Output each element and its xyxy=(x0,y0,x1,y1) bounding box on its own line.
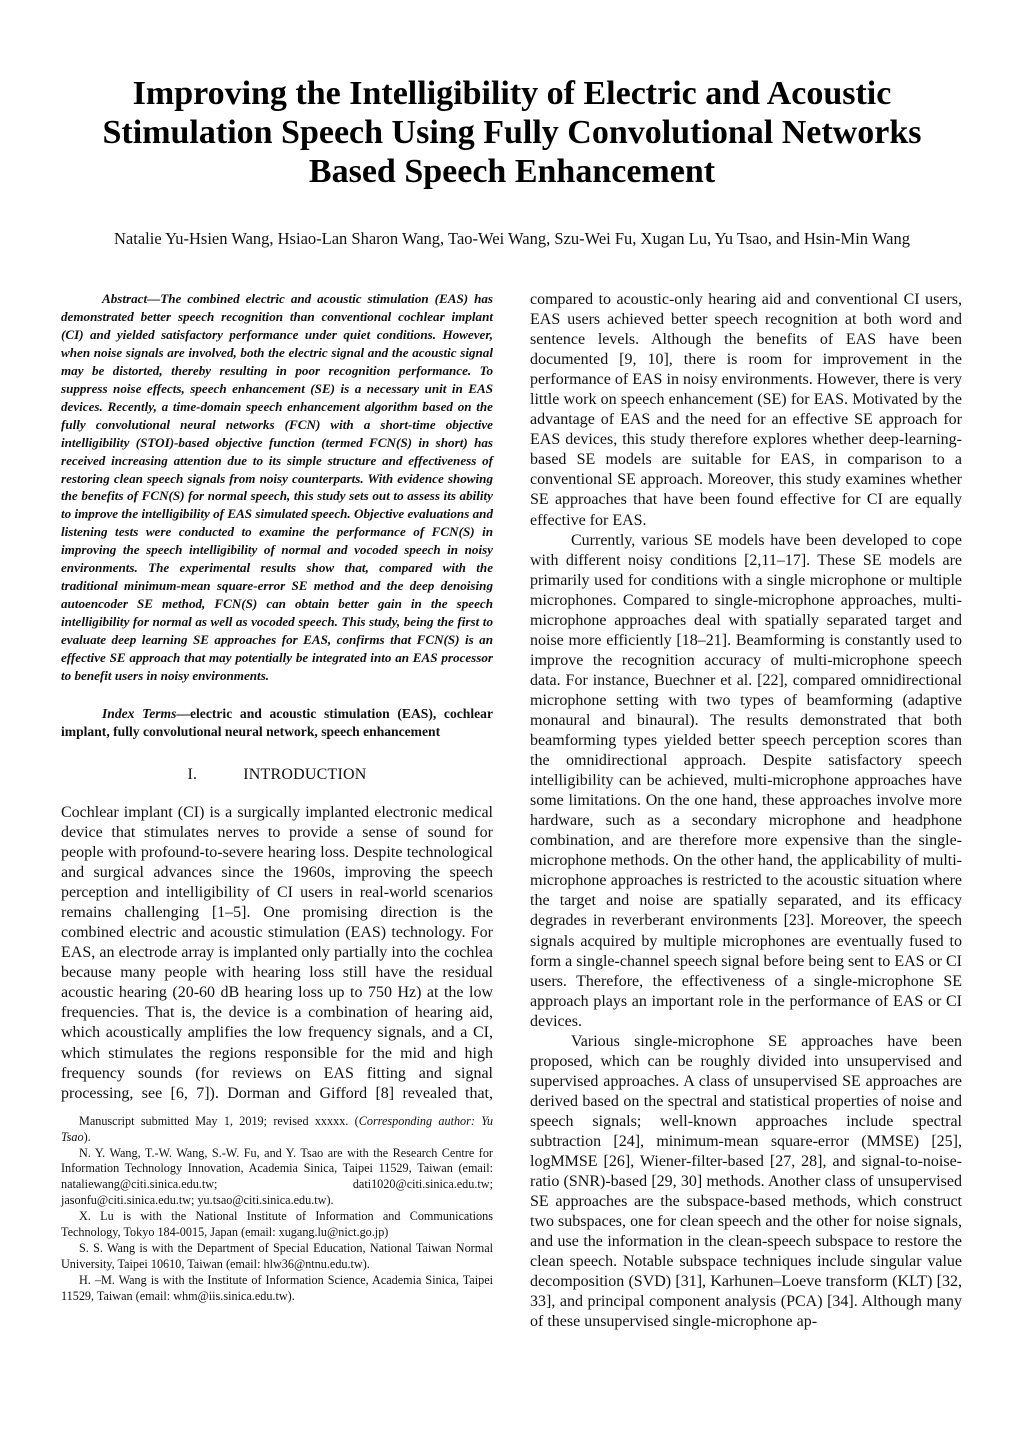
right-column xyxy=(530,290,962,1332)
intro-paragraph-1 xyxy=(61,803,493,1104)
footnote-affiliation-2: X. Lu is with the National Institute of Information and Communications Technology, Tokyo 184-0015, Japan (email: xugang.lu@nict.go.jp) xyxy=(61,1209,493,1240)
abstract: Abstract—The combined electric and acoustic stimulation (EAS) has demonstrated better speech recognition than conventional cochlear implant (CI) and yielded satisfactory performance under quiet conditions. However, when noise signals are involved, both the electric signal and the acoustic signal may be distorted, thereby resulting in poor recognition performance. To suppress noise effects, speech enhancement (SE) is a necessary unit in EAS devices. Recently, a time-domain speech enhancement algorithm based on the fully convolutional neural networks (FCN) with a short-time objective intelligibility (STOI)-based objective function (termed FCN(S) in short) has received increasing attention due to its simple structure and effectiveness of restoring clean speech signals from noisy counterparts. With evidence showing the benefits of FCN(S) for normal speech, this study sets out to assess its ability to improve the intelligibility of EAS simulated speech. Objective evaluations and listening tests were conducted to examine the performance of FCN(S) in improving the speech intelligibility of normal and vocoded speech in noisy environments. The experimental results show that, compared with the traditional minimum-mean square-error SE method and the deep denoising autoencoder SE method, FCN(S) can obtain better gain in the speech intelligibility for normal as well as vocoded speech. This study, being the first to evaluate deep learning SE approaches for EAS, confirms that FCN(S) is an effective SE approach that may potentially be integrated into an EAS processor to benefit users in noisy environments. xyxy=(61,291,493,684)
index-terms xyxy=(61,705,493,741)
footnote-submitted-text: Manuscript submitted May 1, 2019; revised xxxxx. ( xyxy=(79,1113,359,1128)
paper-title: Improving the Intelligibility of Electric and Acoustic Stimulation Speech Using Fully Convolutional Networks Based Speech Enhancement xyxy=(102,75,922,190)
intro-paragraph-3: Various single-microphone SE approaches have been proposed, which can be roughly divided into unsupervised and supervised approaches. A class of unsupervised SE approaches are derived based on the spectral and statistical properties of noise and speech signals; well-known approaches include spectral subtraction [24], minimum-mean square-error (MMSE) [25], logMMSE [26], Wiener-filter-based [27, 28], and signal-to-noise-ratio (SNR)-based [29, 30] methods. Another class of unsupervised SE approaches are the subspace-based methods, which construct two subspaces, one for clean speech and the other for noise signals, and use the information in the clean-speech subspace to restore the clean speech. Notable subspace techniques include singular value decomposition (SVD) [31], Karhunen–Loeve transform (KLT) [32, 33], and principal component analysis (PCA) [34]. Although many of these unsupervised single-microphone ap- xyxy=(530,1032,962,1331)
footnote-submitted xyxy=(61,1114,493,1146)
author-list: Natalie Yu-Hsien Wang, Hsiao-Lan Sharon Wang, Tao-Wei Wang, Szu-Wei Fu, Xugan Lu, Yu Tsao, and Hsin-Min Wang xyxy=(114,229,910,248)
left-column xyxy=(61,290,493,1305)
footnotes xyxy=(61,1114,493,1305)
footnote-affiliation-3: S. S. Wang is with the Department of Special Education, National Taiwan Normal University, Taipei 10610, Taiwan (email: hlw36@ntnu.edu.tw). xyxy=(61,1240,493,1271)
section-number: I. xyxy=(187,765,198,783)
footnote-affiliation-1: N. Y. Wang, T.-W. Wang, S.-W. Fu, and Y. Tsao are with the Research Centre for Information Technology Innovation, Academia Sinica, Taipei 11529, Taiwan (email: nataliewang@citi.sinica.edu.tw; dati1020@citi.sinica.edu.tw; jasonfu@citi.sinica.edu.tw; yu.tsao@citi.sinica.edu.tw). xyxy=(61,1145,493,1208)
footnote-corresponding-end: ). xyxy=(83,1129,91,1144)
footnote-affiliation-4: H. –M. Wang is with the Institute of Information Science, Academia Sinica, Taipei 11529, Taiwan (email: whm@iis.sinica.edu.tw). xyxy=(61,1272,493,1303)
intro-paragraph-2: Currently, various SE models have been developed to cope with different noisy conditions [2,11–17]. These SE models are primarily used for conditions with a single microphone or multiple microphones. Compared to single-microphone approaches, multi-microphone approaches deal with spatially separated target and noise more efficiently [18–21]. Beamforming is constantly used to improve the recognition accuracy of multi-microphone speech data. For instance, Buechner et al. [22], compared omnidirectional microphone setting with two types of beamforming (adaptive monaural and binaural). The results demonstrated that both beamforming types yielded better speech perception scores than the omnidirectional approach. Despite satisfactory speech intelligibility can be achieved, multi-microphone approaches have some limitations. On the one hand, these approaches involve more hardware, such as a secondary microphone and headphone combination, and are therefore more expensive than the single-microphone methods. On the other hand, the applicability of multi-microphone approaches is restricted to the acoustic situation where the target and noise are spatially separated, and its efficacy degrades in reverberant environments [23]. Moreover, the speech signals acquired by multiple microphones are eventually fused to form a single-channel speech signal before being sent to EAS or CI users. Therefore, the effectiveness of a single-microphone SE approach plays an important role in the performance of EAS or CI devices. xyxy=(530,531,962,1030)
section-heading xyxy=(61,765,493,785)
footnote-corresponding: Corresponding author: Yu Tsao xyxy=(61,1113,493,1144)
index-terms-label: Index Terms xyxy=(102,705,177,721)
index-terms-text: —electric and acoustic stimulation (EAS), cochlear implant, fully convolutional neural network, speech enhancement xyxy=(61,705,493,739)
intro-paragraph-1-text: Cochlear implant (CI) is a surgically implanted electronic medical device that stimulates nerves to provide a sense of sound for people with profound-to-severe hearing loss. Despite technological and surgical advances since the 1960s, improving the speech perception and intelligibility of CI users in real-world scenarios remains challenging [1–5]. One promising direction is the combined electric and acoustic stimulation (EAS) technology. For EAS, an electrode array is implanted only partially into the cochlea because many people with hearing loss still have the residual acoustic hearing (20-60 dB hearing loss up to 750 Hz) at the low frequencies. That is, the device is a combination of hearing aid, which acoustically amplifies the low frequency signals, and a CI, which stimulates the regions responsible for the mid and high frequency sounds (for reviews on EAS fitting and signal processing, see [6, 7]). Dorman and Gifford [8] revealed that, xyxy=(61,803,493,1102)
intro-paragraph-1-continued: compared to acoustic-only hearing aid and conventional CI users, EAS users achieved better speech recognition at both word and sentence levels. Although the benefits of EAS have been documented [9, 10], there is room for improvement in the performance of EAS in noisy environments. However, there is very little work on speech enhancement (SE) for EAS. Motivated by the advantage of EAS and the need for an effective SE approach for EAS devices, this study therefore explores whether deep-learning-based SE models are suitable for EAS, in comparison to a conventional SE approach. Moreover, this study examines whether SE approaches that have been found effective for CI are equally effective for EAS. xyxy=(530,291,962,529)
section-title: INTRODUCTION xyxy=(243,765,367,783)
